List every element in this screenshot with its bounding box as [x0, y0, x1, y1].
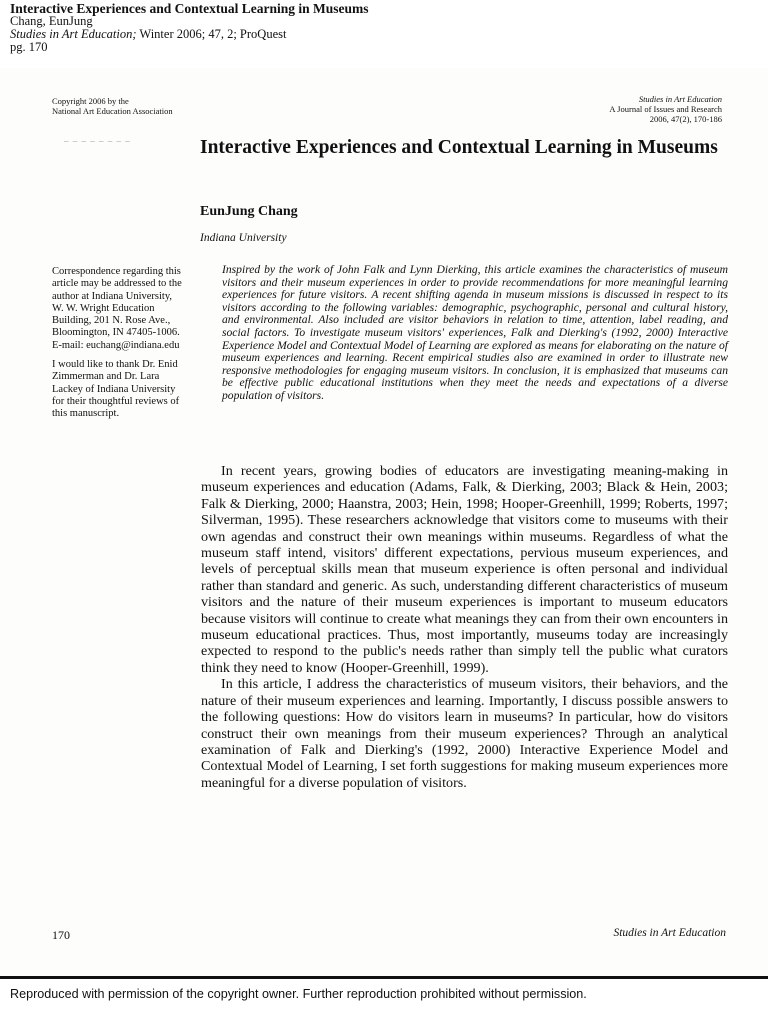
copyright-line-2: National Art Education Association [52, 106, 173, 116]
reproduction-notice: Reproduced with permission of the copyright owner. Further reproduction prohibited without permission. [10, 987, 587, 1001]
journal-subtitle: A Journal of Issues and Research [609, 104, 722, 114]
article-author: EunJung Chang [200, 204, 298, 219]
copyright-line-1: Copyright 2006 by the [52, 96, 129, 106]
citation-journal: Studies in Art Education; [10, 27, 137, 41]
copyright-notice [52, 96, 173, 116]
citation-author: Chang, EunJung [10, 14, 93, 28]
author-affiliation: Indiana University [200, 232, 287, 244]
citation-issue: Winter 2006; 47, 2; ProQuest [136, 27, 287, 41]
decorative-rule: – – – – – – – – [64, 136, 131, 146]
scan-edge [0, 976, 768, 979]
running-foot-journal: Studies in Art Education [613, 927, 726, 939]
citation-source [10, 28, 369, 41]
correspondence-note: Correspondence regarding this article may be addressed to the author at Indiana University, W. W. Wright Education Building, 201 N. Rose Ave., Bloomington, IN 47405-1006. E-mail: euchang@indiana.edu [52, 266, 182, 351]
journal-volume: 2006, 47(2), 170-186 [649, 114, 722, 124]
body-paragraph: In this article, I address the characteristics of museum visitors, their behaviors, and the nature of their museum experiences and learning. Importantly, I discuss possible answers to the following questions: How do visitors learn in museums? In particular, how do visitors construct their own meanings from their museum experiences? Through an analytical examination of Falk and Dierking's (1992, 2000) Interactive Experience Model and Contextual Model of Learning, I set forth suggestions for making museum experiences more meaningful for a diverse population of visitors. [201, 676, 728, 791]
citation-page: pg. 170 [10, 40, 48, 54]
acknowledgment-note: I would like to thank Dr. Enid Zimmerman and Dr. Lara Lackey of Indiana University for their thoughtful reviews of this manuscript. [52, 359, 180, 420]
journal-info [609, 94, 722, 124]
page-number: 170 [52, 928, 70, 942]
citation-header [10, 2, 369, 54]
body-text [201, 463, 728, 791]
sidebar-notes [52, 266, 182, 428]
abstract-text: Inspired by the work of John Falk and Lynn Dierking, this article examines the characteristics of museum visitors and their museum experiences in order to provide recommendations for more meaningful learning experiences for future visitors. A recent shifting agenda in museum missions is discussed in respect to its visitors according to the following variables: demographic, psychographic, personal and cultural history, and environmental. Also included are visitor behaviors in relation to time, attention, label reading, and social factors. To investigate museum visitors' experiences, Falk and Dierking's (1992, 2000) Interactive Experience Model and Contextual Model of Learning are explored as means for elaborating on the nature of museum experiences and learning. Recent empirical studies also are examined in order to illustrate new responsive methodologies for engaging museum visitors. In conclusion, it is emphasized that museums can be effective public educational institutions when they meet the needs and expectations of a diverse population of visitors. [222, 263, 728, 402]
journal-name: Studies in Art Education [638, 94, 722, 104]
abstract [222, 264, 728, 403]
citation-title: Interactive Experiences and Contextual Learning in Museums [10, 1, 369, 16]
body-paragraph: In recent years, growing bodies of educators are investigating meaning-making in museum experiences and education (Adams, Falk, & Dierking, 2003; Black & Hein, 2003; Falk & Dierking, 2000; Haanstra, 2003; Hein, 1998; Hooper-Greenhill, 1999; Roberts, 1997; Silverman, 1995). These researchers acknowledge that visitors come to museums with their own agendas and construct their own meanings within museums. Regardless of what the museum staff intend, visitors' different expectations, pervious museum experiences, and levels of perceptual skills mean that museum experience is often personal and individual rather than standard and generic. As such, understanding different characteristics of museum visitors and the nature of their museum experiences is important to museum educators because visitors will continue to create what meanings they can from their own encounters in museum educational practices. Thus, most importantly, museums today are increasingly expected to respond to the public's needs rather than simply tell the public what curators think they need to know (Hooper-Greenhill, 1999). [201, 463, 728, 676]
article-title: Interactive Experiences and Contextual Learning in Museums [200, 137, 718, 158]
